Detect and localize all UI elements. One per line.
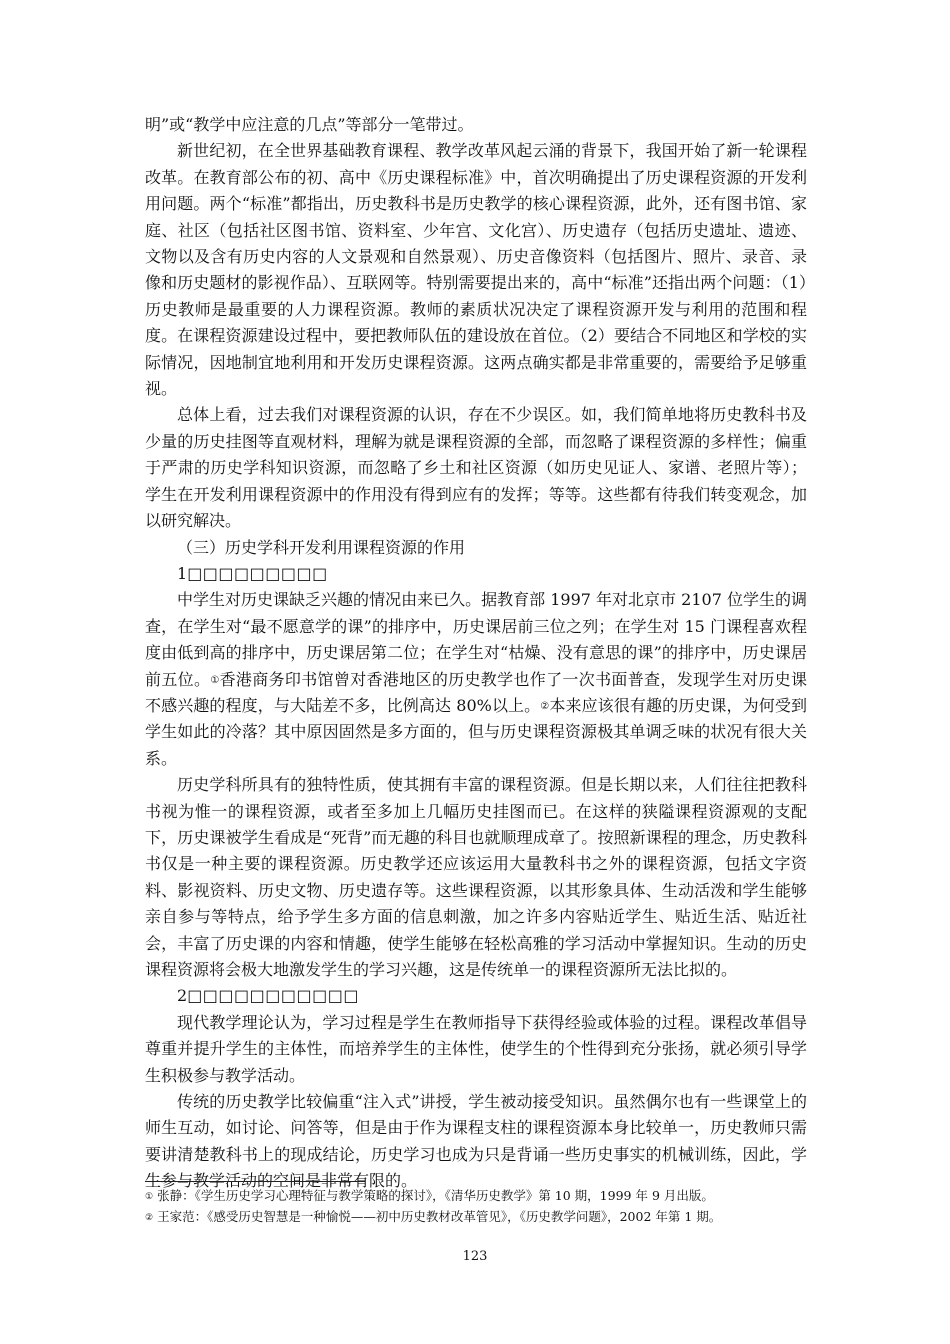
footnotes [145, 1186, 807, 1228]
section-heading: （三）历史学科开发利用课程资源的作用 [177, 537, 466, 557]
footnote-2-mark: ② [145, 1213, 154, 1223]
paragraph-curriculum-reform: 新世纪初，在全世界基础教育课程、教学改革风起云涌的背景下，我国开始了新一轮课程改革。在教育部公布的初、高中《历史课程标准》中，首次明确提出了历史课程资源的开发利用问题。两个“标准”都指出，历史教科书是历史教学的核心课程资源，此外，还有图书馆、家庭、社区（包括社区图书馆、资料室、少年宫、文化宫）、历史遗存（包括历史遗址、遗迹、文物以及含有历史内容的人文景观和自然景观）、历史音像资料（包括图片、照片、录音、录像和历史题材的影视作品）、互联网等。特别需要提出来的，高中“标准”还指出两个问题：（1）历史教师是最重要的人力课程资源。教师的素质状况决定了课程资源开发与利用的范围和程度。在课程资源建设过程中，要把教师队伍的建设放在首位。（2）要结合不同地区和学校的实际情况，因地制宜地利用和开发历史课程资源。这两点确实都是非常重要的，需要给予足够重视。 [145, 141, 807, 399]
footnote-ref-1: ① [210, 674, 220, 686]
footnote-1-text: 张静：《学生历史学习心理特征与教学策略的探讨》，《清华历史教学》第 10 期，1999 年 9 月出版。 [157, 1188, 714, 1203]
footnote-ref-2: ② [540, 700, 550, 712]
footnote-2-text: 王家范：《感受历史智慧是一种愉悦——初中历史教材改革管见》，《历史教学问题》，2002 年第 1 期。 [157, 1209, 722, 1224]
footnote-divider [145, 1181, 365, 1182]
footnote-1 [145, 1186, 807, 1207]
subheading-2-garbled-text: □□□□□□□□□□□ [187, 986, 359, 1006]
paragraph-student-interest-part-a: 中学生对历史课缺乏兴趣的情况由来已久。据教育部 1997 年对北京市 2107 位学生的调查，在学生对“最不愿意学的课”的排序中，历史课居前三位之列；在学生对 15 门课程喜欢程度由低到高的排序中，历史课居第二位；在学生对“枯燥、没有意思的课”的排序中，历史课居前五位。 [145, 590, 807, 689]
paragraph-student-interest [145, 587, 807, 772]
subheading-1-number: 1 [177, 563, 188, 583]
subheading-2 [145, 983, 807, 1009]
body-text [145, 112, 807, 1195]
footnote-1-mark: ① [145, 1192, 154, 1202]
paragraph-modern-theory: 现代教学理论认为，学习过程是学生在教师指导下获得经验或体验的过程。课程改革倡导尊重并提升学生的主体性，而培养学生的主体性，使学生的个性得到充分张扬，就必须引导学生积极参与教学活动。 [145, 1012, 807, 1085]
paragraph-rich-resources: 历史学科所具有的独特性质，使其拥有丰富的课程资源。但是长期以来，人们往往把教科书视为惟一的课程资源，或者至多加上几幅历史挂图而已。在这样的狭隘课程资源观的支配下，历史课被学生看成是“死背”而无趣的科目也就顺理成章了。按照新课程的理念，历史教科书仅是一种主要的课程资源。历史教学还应该运用大量教科书之外的课程资源，包括文字资料、影视资料、历史文物、历史遗存等。这些课程资源，以其形象具体、生动活泼和学生能够亲自参与等特点，给予学生多方面的信息刺激，加之许多内容贴近学生、贴近生活、贴近社会，丰富了历史课的内容和情趣，使学生能够在轻松高雅的学习活动中掌握知识。生动的历史课程资源将会极大地激发学生的学习兴趣，这是传统单一的课程资源所无法比拟的。 [145, 775, 807, 979]
paragraph-traditional-teaching: 传统的历史教学比较偏重“注入式”讲授，学生被动接受知识。虽然偶尔也有一些课堂上的师生互动，如讨论、问答等，但是由于作为课程支柱的课程资源本身比较单一，历史教师只需要讲清楚教科书上的现成结论，历史学习也成为只是背诵一些历史事实的机械训练，因此，学生参与教学活动的空间是非常有限的。 [145, 1092, 807, 1191]
paragraph-student-interest-part-b: 香港商务印书馆曾对香港地区的历史教学也作了一次书面普查，发现学生对历史课不感兴趣的程度，与大陆差不多，比例高达 80%以上。 [145, 669, 807, 715]
paragraph-student-interest-part-c: 本来应该很有趣的历史课，为何受到学生如此的冷落？其中原因固然是多方面的，但与历史课程资源极其单调乏味的状况有很大关系。 [145, 695, 807, 768]
page-number: 123 [462, 1249, 488, 1264]
subheading-1 [145, 561, 807, 587]
subheading-2-number: 2 [177, 986, 188, 1006]
subheading-1-garbled-text: □□□□□□□□□ [187, 563, 328, 583]
paragraph-continuation: 明”或“教学中应注意的几点”等部分一笔带过。 [145, 115, 474, 134]
paragraph-misconceptions: 总体上看，过去我们对课程资源的认识，存在不少误区。如，我们简单地将历史教科书及少量的历史挂图等直观材料，理解为就是课程资源的全部，而忽略了课程资源的多样性；偏重于严肃的历史学科知识资源，而忽略了乡土和社区资源（如历史见证人、家谱、老照片等）；学生在开发利用课程资源中的作用没有得到应有的发挥；等等。这些都有待我们转变观念，加以研究解决。 [145, 405, 807, 531]
footnote-2 [145, 1207, 807, 1228]
